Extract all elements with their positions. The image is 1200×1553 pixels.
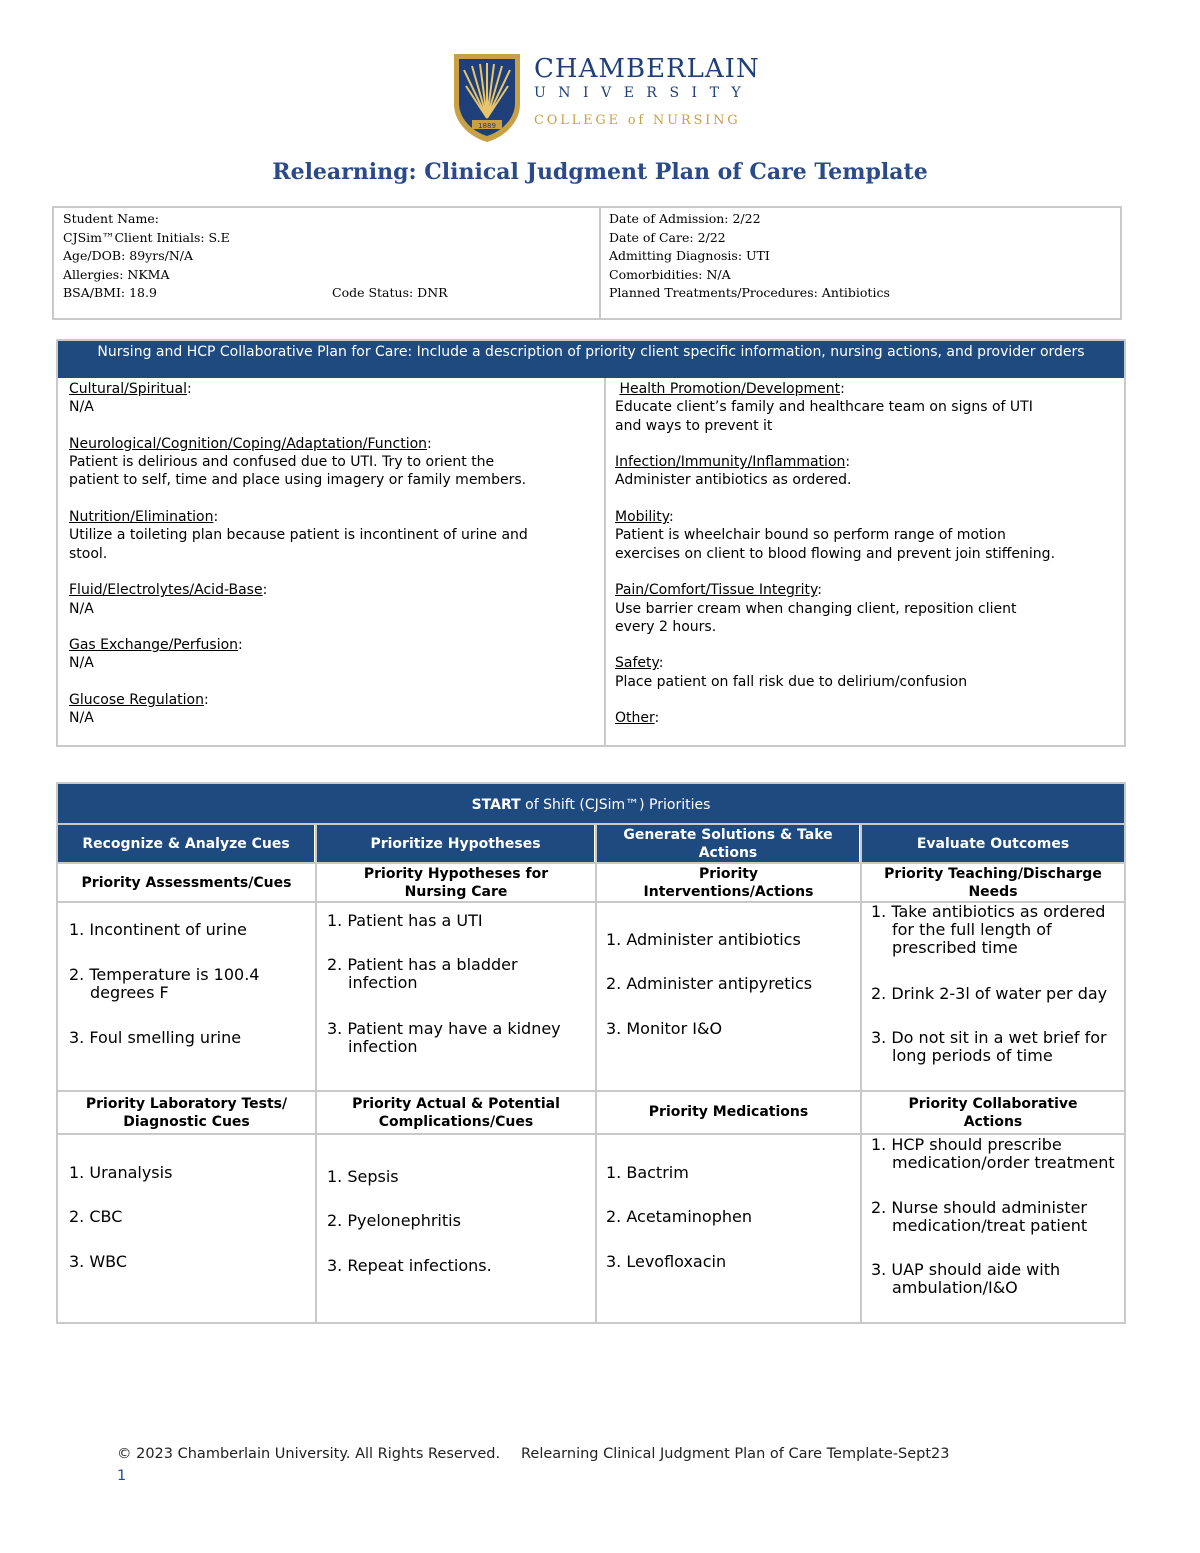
sub-head-collaborative: Priority Collaborative Actions — [908, 1095, 1078, 1130]
client-info-right — [601, 208, 1120, 318]
list-item: for the full length of — [892, 920, 1052, 939]
list-item: 1. Patient has a UTI — [327, 911, 483, 930]
section-line: N/A — [69, 600, 94, 617]
shift-priorities-table — [56, 782, 1126, 1324]
section-title: Safety — [615, 655, 659, 672]
document-title: Relearning: Clinical Judgment Plan of Care Template — [272, 159, 928, 185]
grid-line — [58, 862, 1124, 864]
list-item: 1. HCP should prescribe — [871, 1135, 1062, 1154]
section-title: Other — [615, 710, 655, 727]
sub-head-teaching: Priority Teaching/Discharge Needs — [884, 866, 1102, 900]
section-title: Mobility — [615, 509, 669, 526]
list-item: infection — [348, 1037, 418, 1056]
section-line: Educate client’s family and healthcare team on signs of UTI — [615, 399, 1033, 416]
section-line: Patient is delirious and confused due to UTI. Try to orient the — [69, 454, 495, 471]
grid-line — [595, 823, 597, 1322]
plan-section: Safety: Place patient on fall risk due to delirium/confusion — [615, 654, 1124, 691]
list-item: 3. WBC — [69, 1252, 128, 1271]
priorities-bar — [58, 784, 1124, 823]
client-initials: CJSim™Client Initials: S.E — [63, 229, 230, 245]
list-item: 2. Patient has a bladder — [327, 955, 518, 974]
list-item: medication/treat patient — [892, 1216, 1088, 1235]
date-of-care: Date of Care: 2/22 — [609, 229, 726, 245]
plan-section: Gas Exchange/Perfusion: N/A — [69, 636, 604, 673]
list-item: 2. Nurse should administer — [871, 1198, 1088, 1217]
list-item: 1. Bactrim — [606, 1163, 689, 1182]
sub-head-medications: Priority Medications — [648, 1104, 809, 1121]
col-head-evaluate: Evaluate Outcomes — [862, 825, 1124, 863]
list-item: 3. UAP should aide with — [871, 1260, 1061, 1279]
bar-rest: of Shift (CJSim™) Priorities — [520, 797, 711, 813]
plan-right-column — [606, 378, 1124, 745]
plan-header: Nursing and HCP Collaborative Plan for Care: Include a description of priority client specific information, nursing actions, and provider orders — [58, 341, 1124, 378]
allergies: Allergies: NKMA — [63, 266, 170, 282]
brand-line-3: COLLEGE of NURSING — [534, 113, 741, 128]
bar-start: START — [471, 797, 521, 813]
col-head-generate: Generate Solutions & Take Actions — [597, 825, 859, 863]
age-dob: Age/DOB: 89yrs/N/A — [63, 248, 194, 263]
section-line: Use barrier cream when changing client, reposition client — [615, 600, 1017, 617]
list-item: 3. Monitor I&O — [606, 1019, 723, 1038]
list-item: 2. Pyelonephritis — [327, 1211, 461, 1230]
brand-line-2: UNIVERSITY — [534, 85, 754, 101]
client-info-box — [52, 206, 1122, 320]
date-of-admission: Date of Admission: 2/22 — [609, 211, 761, 226]
doc-name: Relearning Clinical Judgment Plan of Care Template-Sept23 — [521, 1446, 950, 1462]
section-line: and ways to prevent it — [615, 417, 773, 434]
sub-head-complications: Priority Actual & Potential Complications/Cues — [352, 1095, 560, 1130]
list-item: 1. Incontinent of urine — [69, 920, 247, 939]
list-item: 1. Sepsis — [327, 1167, 399, 1186]
comorbidities: Comorbidities: N/A — [609, 266, 731, 282]
list-item: 1. Administer antibiotics — [606, 930, 801, 949]
list-item: degrees F — [90, 983, 169, 1002]
section-title: Gas Exchange/Perfusion — [69, 637, 239, 654]
svg-text:1889: 1889 — [478, 122, 496, 130]
list-item: 3. Levofloxacin — [606, 1252, 727, 1271]
section-line: stool. — [69, 545, 108, 562]
list-item: 2. Acetaminophen — [606, 1207, 752, 1226]
list-item: 2. Administer antipyretics — [606, 974, 813, 993]
sub-head-interventions: Priority Interventions/Actions — [643, 866, 814, 900]
plan-section: Neurological/Cognition/Coping/Adaptation/Function: Patient is delirious and confused due to UTI. Try to orient the patient to self, time and place using imagery or family members. — [69, 435, 604, 490]
plan-section: Mobility: Patient is wheelchair bound so perform range of motion exercises on client to blood flowing and prevent join stiffening. — [615, 508, 1124, 563]
student-name: Student Name: — [63, 211, 159, 226]
section-line: N/A — [69, 655, 94, 672]
plan-section: Cultural/Spiritual: N/A — [69, 380, 604, 417]
list-item: 3. Foul smelling urine — [69, 1028, 242, 1047]
section-line: patient to self, time and place using imagery or family members. — [69, 472, 527, 489]
list-item: 3. Repeat infections. — [327, 1256, 492, 1275]
section-line: N/A — [69, 399, 94, 416]
planned-treatments: Planned Treatments/Procedures: Antibiotics — [609, 285, 890, 300]
list-item: 3. Patient may have a kidney — [327, 1019, 561, 1038]
client-info-left — [54, 208, 601, 318]
plan-section: Infection/Immunity/Inflammation: Administer antibiotics as ordered. — [615, 453, 1124, 490]
chamberlain-logo — [452, 52, 772, 148]
list-item: 1. Take antibiotics as ordered — [871, 902, 1106, 921]
plan-section: Health Promotion/Development: Educate client’s family and healthcare team on signs of UTI and ways to prevent it — [615, 380, 1124, 435]
list-item: 1. Uranalysis — [69, 1163, 173, 1182]
section-title: Pain/Comfort/Tissue Integrity — [615, 582, 818, 599]
code-status: Code Status: DNR — [332, 285, 448, 300]
col-head-prioritize: Prioritize Hypotheses — [317, 825, 594, 863]
brand-wordmark — [534, 52, 760, 131]
shield-seal-icon — [452, 52, 522, 144]
collaborative-plan-table — [56, 339, 1126, 747]
plan-section: Nutrition/Elimination: Utilize a toileting plan because patient is incontinent of urine and stool. — [69, 508, 604, 563]
list-item: medication/order treatment — [892, 1153, 1115, 1172]
sub-head-labs: Priority Laboratory Tests/ Diagnostic Cues — [85, 1095, 288, 1130]
section-title: Health Promotion/Development — [619, 381, 841, 397]
admitting-diagnosis: Admitting Diagnosis: UTI — [609, 248, 770, 263]
plan-section: Glucose Regulation: N/A — [69, 691, 604, 728]
col-head-recognize: Recognize & Analyze Cues — [58, 825, 314, 863]
bsa-bmi: BSA/BMI: 18.9 — [63, 285, 157, 300]
list-item: 2. Temperature is 100.4 — [69, 965, 260, 984]
section-title: Fluid/Electrolytes/Acid-Base — [69, 582, 263, 599]
list-item: prescribed time — [892, 938, 1018, 957]
list-item: ambulation/I&O — [892, 1278, 1018, 1297]
copyright: © 2023 Chamberlain University. All Rights Reserved. — [117, 1446, 501, 1462]
section-title: Cultural/Spiritual — [69, 381, 187, 397]
section-line: Place patient on fall risk due to delirium/confusion — [615, 673, 968, 690]
section-line: Patient is wheelchair bound so perform range of motion — [615, 527, 1006, 544]
section-title: Nutrition/Elimination — [69, 509, 214, 526]
grid-line — [58, 1090, 1124, 1092]
list-item: infection — [348, 973, 418, 992]
page-number: 1 — [117, 1468, 127, 1484]
section-line: Utilize a toileting plan because patient is incontinent of urine and — [69, 527, 528, 544]
plan-left-column — [58, 378, 606, 745]
brand-line-1: CHAMBERLAIN — [534, 54, 760, 84]
list-item: 3. Do not sit in a wet brief for — [871, 1028, 1107, 1047]
section-line: N/A — [69, 710, 94, 727]
list-item: 2. Drink 2-3l of water per day — [871, 984, 1108, 1003]
section-line: Administer antibiotics as ordered. — [615, 472, 852, 489]
grid-line — [315, 823, 317, 1322]
sub-head-hypotheses: Priority Hypotheses for Nursing Care — [363, 866, 549, 900]
plan-section: Fluid/Electrolytes/Acid-Base: N/A — [69, 581, 604, 618]
section-title: Glucose Regulation — [69, 692, 204, 709]
plan-section: Pain/Comfort/Tissue Integrity: Use barrier cream when changing client, reposition client every 2 hours. — [615, 581, 1124, 636]
bsa-bmi-row — [63, 284, 599, 303]
plan-section: Other: — [615, 710, 660, 727]
list-item: long periods of time — [892, 1046, 1053, 1065]
footer — [117, 1446, 950, 1462]
section-title: Infection/Immunity/Inflammation — [615, 454, 846, 471]
section-title: Neurological/Cognition/Coping/Adaptation/Function — [69, 435, 428, 452]
section-line: every 2 hours. — [615, 618, 717, 635]
list-item: 2. CBC — [69, 1207, 123, 1226]
grid-line — [860, 823, 862, 1322]
section-line: exercises on client to blood flowing and prevent join stiffening. — [615, 545, 1056, 562]
grid-line — [58, 823, 1124, 825]
sub-head-assessments: Priority Assessments/Cues — [81, 874, 292, 891]
